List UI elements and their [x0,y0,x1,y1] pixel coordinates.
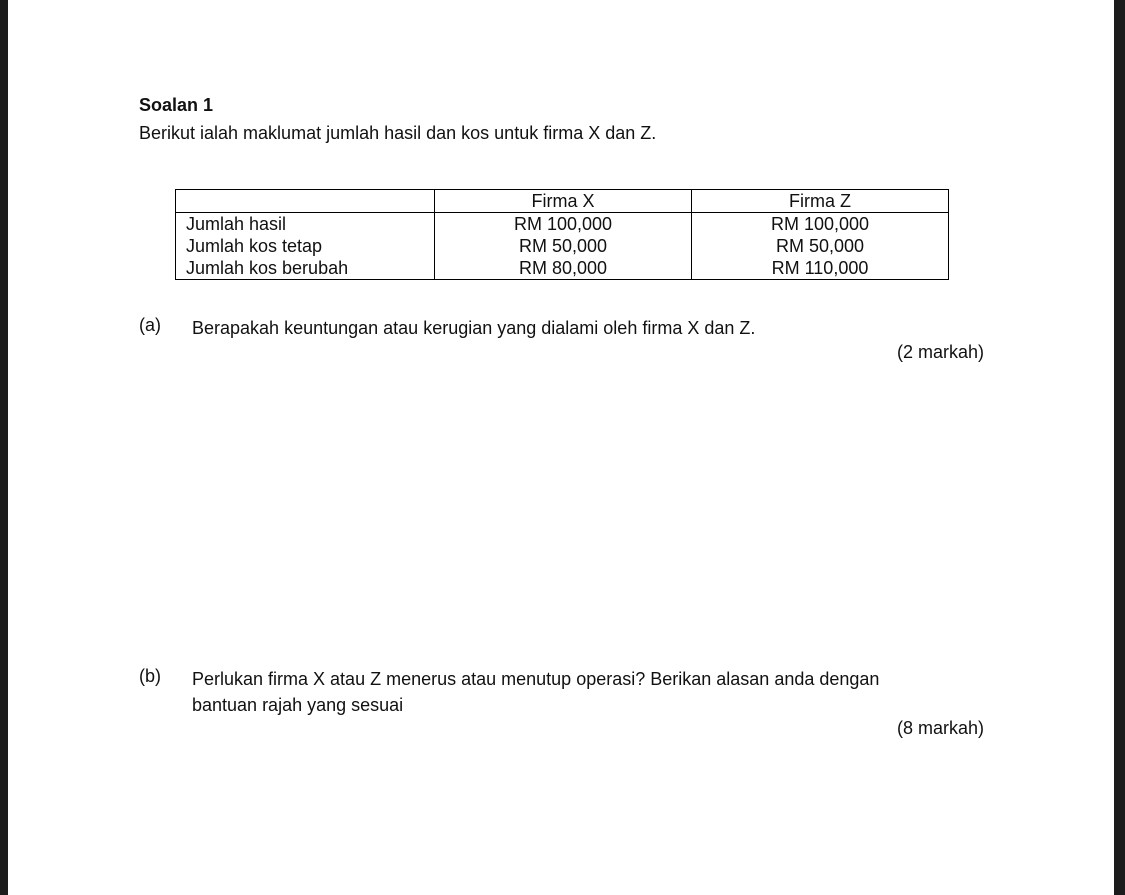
part-a-marks: (2 markah) [896,342,984,362]
right-edge-border [1114,0,1125,895]
row-label: Jumlah kos tetap [176,235,435,257]
row-label: Jumlah hasil [176,213,435,236]
part-b-marks: (8 markah) [896,718,984,738]
table-header-firma-z: Firma Z [692,190,949,213]
part-b-text [192,666,992,718]
cell-firma-z: RM 100,000 [692,213,949,236]
table-row [176,235,949,257]
part-a-text: Berapakah keuntungan atau kerugian yang dialami oleh firma X dan Z. [192,318,756,338]
table-header-firma-x: Firma X [435,190,692,213]
part-b-text-line2: bantuan rajah yang sesuai [192,695,404,715]
cell-firma-z: RM 50,000 [692,235,949,257]
cell-firma-x: RM 100,000 [435,213,692,236]
part-b-label: (b) [139,666,161,686]
cell-firma-x: RM 50,000 [435,235,692,257]
table-row [176,257,949,280]
cell-firma-x: RM 80,000 [435,257,692,280]
left-edge-border [0,0,8,895]
document-page [8,0,1114,895]
part-a-label: (a) [139,315,161,335]
row-label: Jumlah kos berubah [176,257,435,280]
table-header-empty [176,190,435,213]
table-header-row [176,190,949,213]
question-title: Soalan 1 [139,95,214,115]
table-row [176,213,949,236]
question-intro: Berikut ialah maklumat jumlah hasil dan kos untuk firma X dan Z. [139,123,657,143]
revenue-cost-table [175,189,949,280]
cell-firma-z: RM 110,000 [692,257,949,280]
part-b-text-line1: Perlukan firma X atau Z menerus atau menutup operasi? Berikan alasan anda dengan [192,669,880,689]
